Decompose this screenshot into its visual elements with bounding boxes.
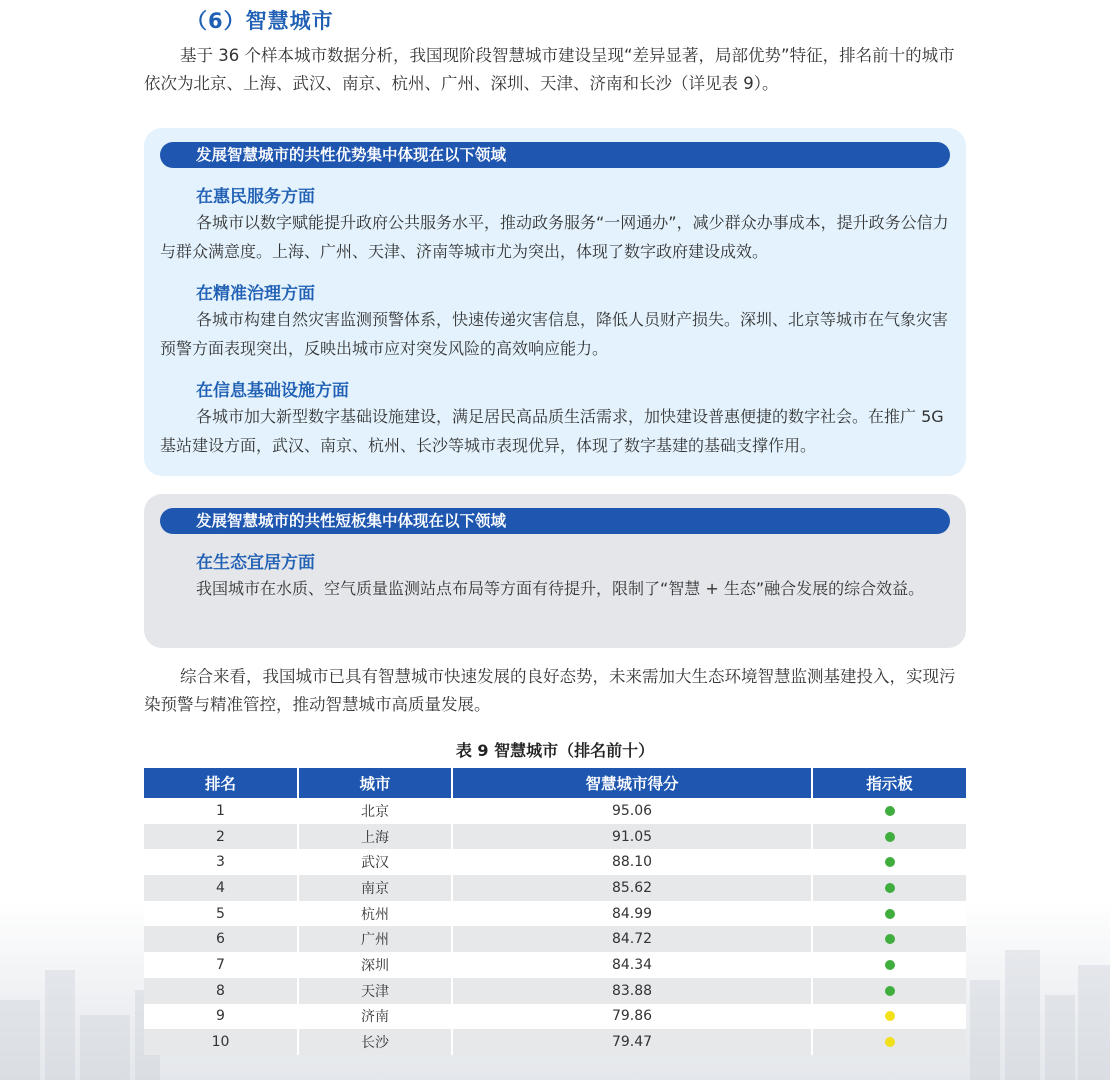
rank-cell: 9 — [144, 1004, 298, 1030]
advantage-text-infrastructure: 各城市加大新型数字基础设施建设，满足居民高品质生活需求，加快建设普惠便捷的数字社会。在推广 5G 基站建设方面，武汉、南京、杭州、长沙等城市表现优异，体现了数字基建的基础支撑作用。 — [160, 407, 944, 455]
shortcoming-title-ecology: 在生态宜居方面 — [196, 553, 315, 573]
status-dot-icon — [885, 806, 895, 816]
table-header-row — [144, 768, 966, 798]
rank-cell: 2 — [144, 824, 298, 850]
table-row — [144, 849, 966, 875]
indicator-cell — [812, 926, 966, 952]
score-cell: 88.10 — [452, 849, 812, 875]
rank-cell: 8 — [144, 978, 298, 1004]
header-indicator: 指示板 — [812, 768, 966, 798]
status-dot-icon — [885, 857, 895, 867]
advantage-text-public-service: 各城市以数字赋能提升政府公共服务水平，推动政务服务“一网通办”，减少群众办事成本，提升政务公信力与群众满意度。上海、广州、天津、济南等城市尤为突出，体现了数字政府建设成效。 — [160, 213, 949, 261]
score-cell: 84.72 — [452, 926, 812, 952]
city-cell: 济南 — [298, 1004, 452, 1030]
table-row — [144, 978, 966, 1004]
header-score: 智慧城市得分 — [452, 768, 812, 798]
score-cell: 83.88 — [452, 978, 812, 1004]
indicator-cell — [812, 1004, 966, 1030]
status-dot-icon — [885, 1011, 895, 1021]
rank-cell: 4 — [144, 875, 298, 901]
city-cell: 武汉 — [298, 849, 452, 875]
shortcomings-heading: 发展智慧城市的共性短板集中体现在以下领域 — [160, 508, 950, 534]
status-dot-icon — [885, 909, 895, 919]
indicator-cell — [812, 1029, 966, 1055]
shortcoming-text-ecology: 我国城市在水质、空气质量监测站点布局等方面有待提升，限制了“智慧 + 生态”融合发展的综合效益。 — [196, 579, 925, 598]
intro-paragraph: 基于 36 个样本城市数据分析，我国现阶段智慧城市建设呈现“差异显著，局部优势”特征，排名前十的城市依次为北京、上海、武汉、南京、杭州、广州、深圳、天津、济南和长沙（详见表 9）。 — [144, 46, 955, 93]
rank-cell: 5 — [144, 901, 298, 927]
table-row — [144, 1029, 966, 1055]
indicator-cell — [812, 798, 966, 824]
advantage-title-infrastructure: 在信息基础设施方面 — [196, 381, 349, 401]
city-cell: 深圳 — [298, 952, 452, 978]
indicator-cell — [812, 824, 966, 850]
table-row — [144, 952, 966, 978]
status-dot-icon — [885, 832, 895, 842]
indicator-cell — [812, 952, 966, 978]
city-cell: 天津 — [298, 978, 452, 1004]
score-cell: 79.86 — [452, 1004, 812, 1030]
score-cell: 91.05 — [452, 824, 812, 850]
rank-cell: 3 — [144, 849, 298, 875]
indicator-cell — [812, 849, 966, 875]
advantages-heading: 发展智慧城市的共性优势集中体现在以下领域 — [160, 142, 950, 168]
table-caption: 表 9 智慧城市（排名前十） — [455, 741, 655, 760]
rank-cell: 6 — [144, 926, 298, 952]
status-dot-icon — [885, 960, 895, 970]
status-dot-icon — [885, 883, 895, 893]
score-cell: 79.47 — [452, 1029, 812, 1055]
table-row — [144, 798, 966, 824]
score-cell: 95.06 — [452, 798, 812, 824]
city-cell: 南京 — [298, 875, 452, 901]
header-rank: 排名 — [144, 768, 298, 798]
status-dot-icon — [885, 934, 895, 944]
score-cell: 84.34 — [452, 952, 812, 978]
table-row — [144, 875, 966, 901]
city-cell: 长沙 — [298, 1029, 452, 1055]
ranking-table — [144, 768, 966, 1055]
shortcomings-panel — [144, 494, 966, 648]
table-row — [144, 1004, 966, 1030]
city-cell: 广州 — [298, 926, 452, 952]
city-cell: 杭州 — [298, 901, 452, 927]
rank-cell: 10 — [144, 1029, 298, 1055]
rank-cell: 7 — [144, 952, 298, 978]
indicator-cell — [812, 978, 966, 1004]
advantage-title-governance: 在精准治理方面 — [196, 284, 315, 304]
advantage-title-public-service: 在惠民服务方面 — [196, 187, 315, 207]
indicator-cell — [812, 901, 966, 927]
summary-paragraph: 综合来看，我国城市已具有智慧城市快速发展的良好态势，未来需加大生态环境智慧监测基建投入，实现污染预警与精准管控，推动智慧城市高质量发展。 — [144, 667, 956, 714]
status-dot-icon — [885, 1037, 895, 1047]
advantage-text-governance: 各城市构建自然灾害监测预警体系，快速传递灾害信息，降低人员财产损失。深圳、北京等城市在气象灾害预警方面表现突出，反映出城市应对突发风险的高效响应能力。 — [160, 310, 949, 358]
rank-cell: 1 — [144, 798, 298, 824]
advantages-panel — [144, 128, 966, 476]
indicator-cell — [812, 875, 966, 901]
score-cell: 84.99 — [452, 901, 812, 927]
header-city: 城市 — [298, 768, 452, 798]
table-row — [144, 926, 966, 952]
score-cell: 85.62 — [452, 875, 812, 901]
city-cell: 上海 — [298, 824, 452, 850]
section-title: （6）智慧城市 — [186, 9, 334, 33]
city-cell: 北京 — [298, 798, 452, 824]
status-dot-icon — [885, 986, 895, 996]
table-row — [144, 824, 966, 850]
table-row — [144, 901, 966, 927]
